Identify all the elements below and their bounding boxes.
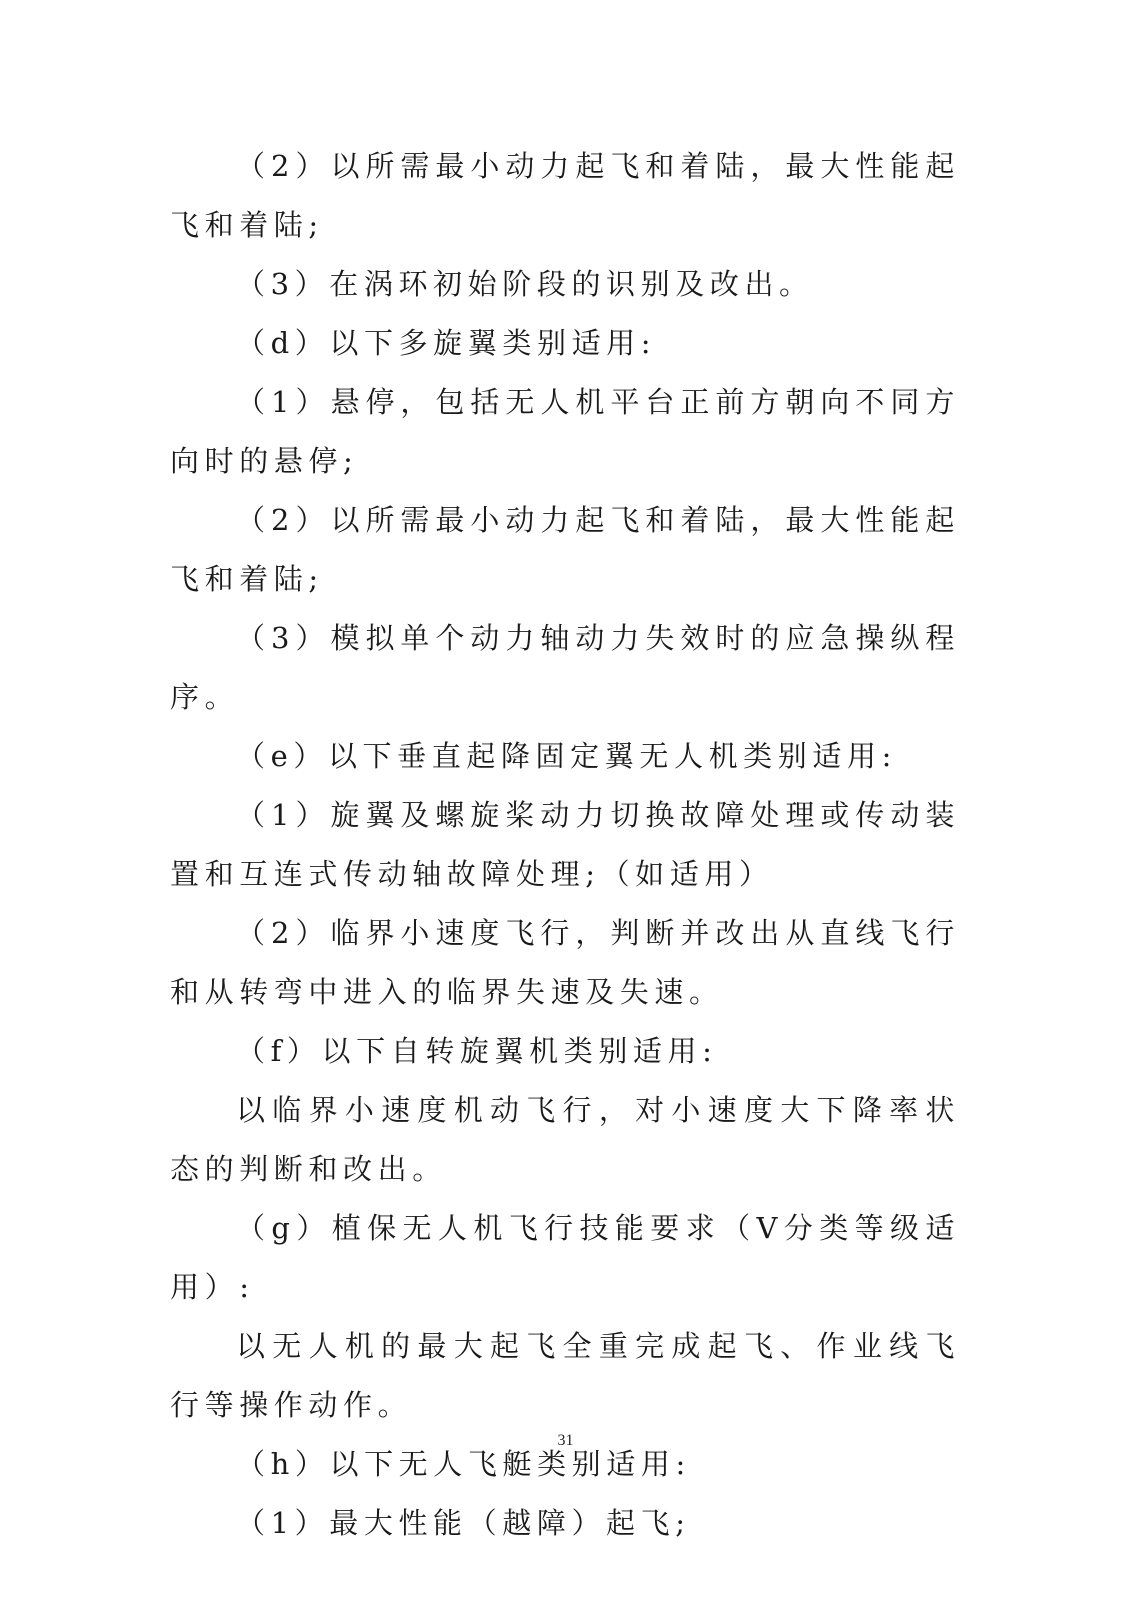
paragraph-autogyro-slow-flight: 以临界小速度机动飞行，对小速度大下降率状态的判断和改出。 [170, 1093, 960, 1186]
paragraph-vtol-heading: （e）以下垂直起降固定翼无人机类别适用: [236, 739, 897, 773]
paragraph-multirotor-power-failure: （3）模拟单个动力轴动力失效时的应急操纵程序。 [170, 621, 960, 714]
paragraph-takeoff-landing-min-power: （2）以所需最小动力起飞和着陆，最大性能起飞和着陆; [170, 149, 960, 242]
paragraph-vtol-stall: （2）临界小速度飞行，判断并改出从直线飞行和从转弯中进入的临界失速及失速。 [170, 916, 960, 1009]
paragraph-multirotor-takeoff-landing: （2）以所需最小动力起飞和着陆，最大性能起飞和着陆; [170, 503, 960, 596]
paragraph-vortex-ring-recovery: （3）在涡环初始阶段的识别及改出。 [236, 267, 814, 301]
paragraph-crop-protection-max-weight: 以无人机的最大起飞全重完成起飞、作业线飞行等操作动作。 [170, 1329, 960, 1422]
paragraph-multirotor-hover: （1）悬停，包括无人机平台正前方朝向不同方向时的悬停; [170, 385, 960, 478]
paragraph-crop-protection-heading: （g）植保无人机飞行技能要求（Ⅴ分类等级适用）: [170, 1211, 960, 1304]
paragraph-multirotor-heading: （d）以下多旋翼类别适用: [236, 326, 657, 360]
paragraph-autogyro-heading: （f）以下自转旋翼机类别适用: [236, 1034, 718, 1068]
text-body [170, 137, 960, 1553]
paragraph-airship-heading: （h）以下无人飞艇类别适用: [236, 1447, 691, 1481]
paragraph-vtol-transition-failure: （1）旋翼及螺旋桨动力切换故障处理或传动装置和互连式传动轴故障处理;（如适用） [170, 798, 960, 891]
paragraph-airship-max-performance: （1）最大性能（越障）起飞; [236, 1506, 691, 1540]
page-number: 31 [557, 1432, 574, 1449]
